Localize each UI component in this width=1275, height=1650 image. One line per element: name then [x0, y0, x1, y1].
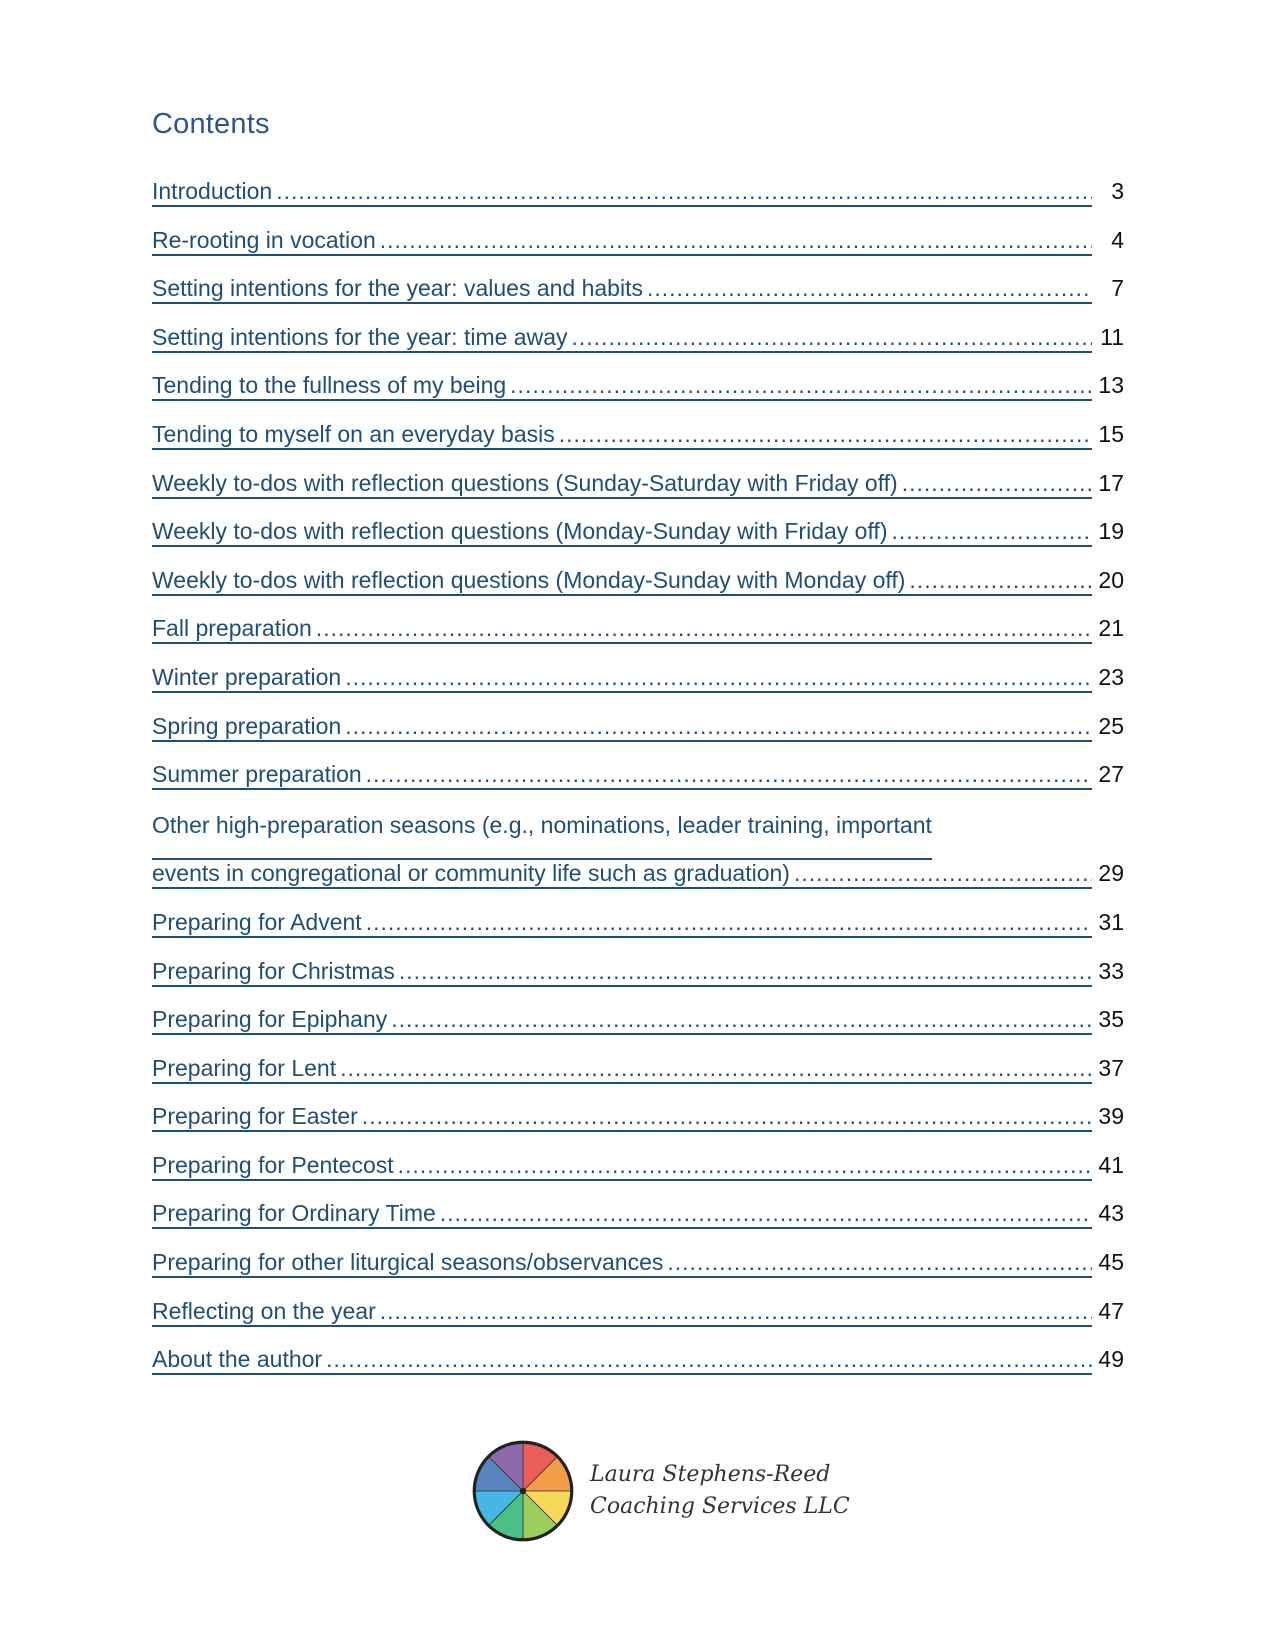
toc-entry-title: Tending to the fullness of my being [152, 372, 507, 399]
dot-leader [362, 1103, 1092, 1130]
toc-entry [152, 713, 1124, 762]
toc-page-number: 3 [1111, 178, 1124, 204]
dot-leader [909, 567, 1092, 594]
toc-page-number: 27 [1098, 761, 1124, 788]
toc-page-number: 20 [1098, 566, 1124, 593]
toc-entry-title: About the author [152, 1346, 323, 1373]
toc-page-number: 7 [1111, 275, 1124, 302]
toc-entry-title: Re-rooting in vocation [152, 226, 376, 253]
toc-entry-wrap [152, 810, 1124, 909]
dot-leader [276, 178, 1092, 205]
toc-entry [152, 615, 1124, 664]
dot-leader [398, 1152, 1092, 1179]
toc-entry [152, 178, 1124, 227]
toc-entry [152, 421, 1124, 470]
toc-entry-title: Preparing for Lent [152, 1054, 337, 1081]
toc-entry [152, 1200, 1124, 1249]
toc-entry-title: Preparing for Advent [152, 908, 362, 935]
logo-line-1: Laura Stephens-Reed [590, 1462, 831, 1487]
toc-page-number: 47 [1098, 1297, 1124, 1324]
toc-entry [152, 1152, 1124, 1201]
toc-entry-title: Setting intentions for the year: time away [152, 323, 568, 350]
toc-page-number: 17 [1098, 469, 1124, 496]
table-of-contents [152, 178, 1124, 1395]
toc-link[interactable] [152, 664, 1092, 693]
toc-heading: Contents [152, 108, 270, 140]
dot-leader [380, 1298, 1092, 1325]
toc-link[interactable] [152, 615, 1092, 644]
toc-entry-title: Fall preparation [152, 615, 312, 642]
toc-link[interactable] [152, 275, 1092, 304]
dot-leader [340, 1055, 1092, 1082]
toc-entry-title: Preparing for Epiphany [152, 1006, 388, 1033]
dot-leader [572, 324, 1093, 351]
toc-page-number: 4 [1111, 226, 1124, 253]
toc-entry [152, 372, 1124, 421]
toc-link[interactable] [152, 1055, 1092, 1084]
dot-leader [345, 713, 1092, 740]
toc-page-number: 25 [1098, 712, 1124, 739]
toc-link[interactable] [152, 1298, 1092, 1327]
toc-link[interactable] [152, 1152, 1092, 1181]
toc-entry-line2 [152, 860, 1124, 909]
toc-entry-title: Weekly to-dos with reflection questions (Monday-Sunday with Friday off) [152, 518, 888, 545]
toc-page-number: 45 [1098, 1249, 1124, 1276]
company-logo [470, 1438, 850, 1544]
toc-link[interactable] [152, 1346, 1092, 1375]
toc-entry-title: Preparing for Easter [152, 1103, 358, 1130]
toc-page-number: 13 [1098, 372, 1124, 399]
toc-entry-title: Spring preparation [152, 712, 342, 739]
toc-page-number: 23 [1098, 663, 1124, 690]
toc-entry-title: Tending to myself on an everyday basis [152, 420, 555, 447]
dot-leader [391, 1006, 1092, 1033]
toc-link[interactable] [152, 567, 1092, 596]
dot-leader [316, 615, 1092, 642]
toc-entry-title: Introduction [152, 178, 273, 204]
toc-entry-title: Preparing for other liturgical seasons/observances [152, 1249, 664, 1276]
toc-link[interactable] [152, 372, 1092, 401]
dot-leader [380, 227, 1092, 254]
toc-entry [152, 1103, 1124, 1152]
toc-entry-two-line [152, 810, 1124, 909]
toc-link[interactable] [152, 1103, 1092, 1132]
toc-link[interactable] [152, 1249, 1092, 1278]
toc-entry-title: Preparing for Christmas [152, 957, 395, 984]
toc-link[interactable] [152, 958, 1092, 987]
logo-line-2: Coaching Services LLC [590, 1494, 850, 1519]
toc-link[interactable] [152, 227, 1092, 256]
toc-entry [152, 1055, 1124, 1104]
toc-link[interactable] [152, 860, 1092, 889]
toc-entry-title: Weekly to-dos with reflection questions (Monday-Sunday with Monday off) [152, 566, 906, 593]
toc-page-number: 19 [1098, 518, 1124, 545]
toc-link[interactable] [152, 421, 1092, 450]
toc-link[interactable] [152, 1006, 1092, 1035]
toc-entry [152, 275, 1124, 324]
toc-link[interactable] [152, 470, 1092, 499]
toc-link[interactable] [152, 1200, 1092, 1229]
toc-page-number: 49 [1098, 1346, 1124, 1373]
toc-page-number: 29 [1098, 860, 1124, 887]
dot-leader [326, 1346, 1092, 1373]
toc-entry-title: Preparing for Ordinary Time [152, 1200, 436, 1227]
toc-page-number: 37 [1098, 1054, 1124, 1081]
toc-page-number: 31 [1098, 908, 1124, 935]
color-wheel-icon [470, 1438, 576, 1544]
dot-leader [559, 421, 1092, 448]
dot-leader [647, 275, 1092, 302]
dot-leader [345, 664, 1092, 691]
toc-link[interactable] [152, 713, 1092, 742]
toc-entry [152, 1249, 1124, 1298]
toc-entry [152, 909, 1124, 958]
toc-link-line1[interactable]: Other high-preparation seasons (e.g., nominations, leader training, important [152, 810, 932, 861]
toc-entry-title: Reflecting on the year [152, 1297, 376, 1324]
toc-page-number: 11 [1100, 323, 1124, 350]
toc-entry [152, 664, 1124, 713]
toc-page-number: 21 [1098, 615, 1124, 642]
toc-entry-title: Winter preparation [152, 663, 342, 690]
dot-leader [366, 909, 1092, 936]
toc-page-number: 35 [1098, 1006, 1124, 1033]
toc-link[interactable] [152, 518, 1092, 547]
toc-entry [152, 1298, 1124, 1347]
toc-entry [152, 470, 1124, 519]
toc-page-number: 41 [1098, 1151, 1124, 1178]
toc-entry [152, 1006, 1124, 1055]
toc-page-number: 39 [1098, 1103, 1124, 1130]
dot-leader [510, 372, 1092, 399]
toc-entry [152, 227, 1124, 276]
toc-entry [152, 324, 1124, 373]
toc-link[interactable] [152, 761, 1092, 790]
toc-entry-title: events in congregational or community life such as graduation) [152, 860, 790, 887]
logo-wordmark [590, 1459, 850, 1523]
dot-leader [891, 518, 1092, 545]
toc-entry [152, 958, 1124, 1007]
toc-entry-title: Preparing for Pentecost [152, 1151, 394, 1178]
toc-page-number: 15 [1098, 420, 1124, 447]
toc-entry [152, 761, 1124, 810]
dot-leader [794, 860, 1092, 887]
toc-entry [152, 518, 1124, 567]
toc-link[interactable] [152, 324, 1092, 353]
toc-entry-title: Weekly to-dos with reflection questions (Sunday-Saturday with Friday off) [152, 469, 898, 496]
dot-leader [399, 958, 1092, 985]
toc-page-number: 33 [1098, 957, 1124, 984]
dot-leader [366, 761, 1092, 788]
toc-entry [152, 1346, 1124, 1395]
toc-entry-title: Summer preparation [152, 761, 362, 788]
toc-page-number: 43 [1098, 1200, 1124, 1227]
dot-leader [667, 1249, 1092, 1276]
toc-entry-title: Setting intentions for the year: values and habits [152, 275, 643, 302]
dot-leader [440, 1200, 1092, 1227]
toc-link[interactable] [152, 178, 1092, 207]
wheel-hub [520, 1488, 526, 1494]
toc-entry [152, 567, 1124, 616]
toc-link[interactable] [152, 909, 1092, 938]
dot-leader [902, 470, 1092, 497]
